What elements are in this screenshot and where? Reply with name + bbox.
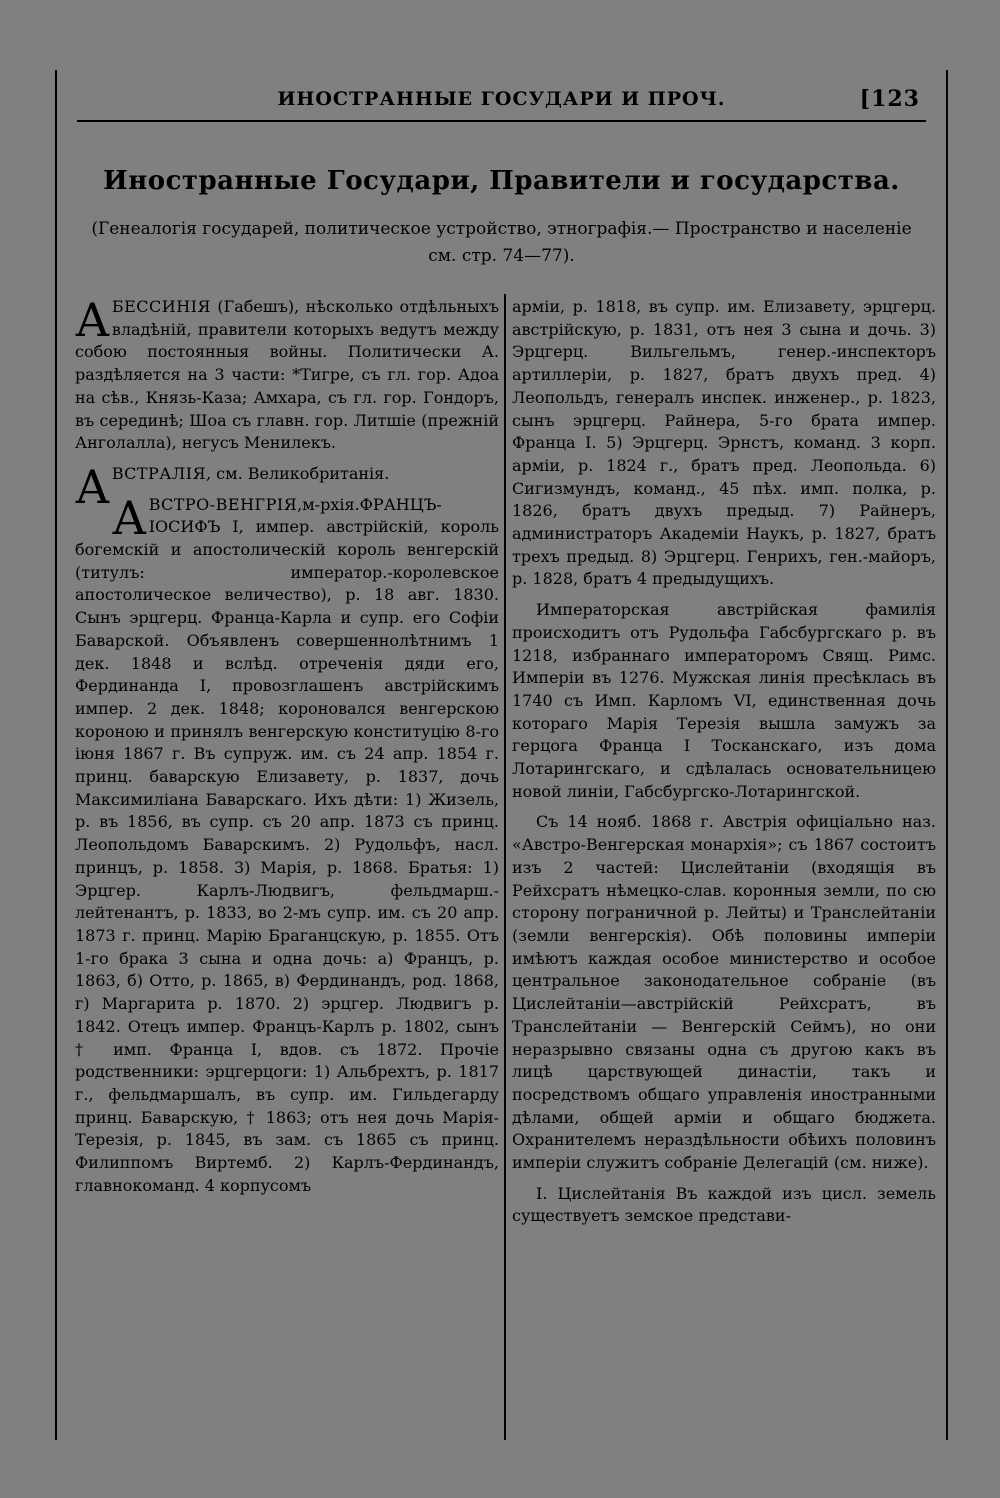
paragraph: I. Цислейтанія Въ каждой изъ цисл. земель существуетъ земское представи-: [512, 1183, 936, 1226]
entry-text: ,м-рхія.ФРАНЦЪ-ІОСИФЪ I, импер. австрійскій, король богемскій и апостолическій король венгерскій (титулъ: император.-королевское апостолическое величество), р. 18 авг. 1830. Сынъ эрцгерц. Франца-Карла и супр. его Софіи Баварской. Объявленъ совершеннолѣтнимъ 1 дек. 1848 и вслѣд. отреченія дяди его, Фердинанда I, провозглашенъ австрійскимъ импер. 2 дек. 1848; короновался венгерскою короною и принялъ венгерскую конституцію 8-го іюня 1867 г. Въ супруж. им. съ 24 апр. 1854 г. принц. баварскую Елизавету, р. 1837, дочь Максимиліана Баварскаго. Ихъ дѣти: 1) Жизель, р. въ 1856, въ супр. съ 20 апр. 1873 съ принц. Леопольдомъ Баварскимъ. 2) Рудольфъ, насл. принцъ, р. 1858. 3) Марія, р. 1868. Братья: 1) Эрцгер. Карлъ-Людвигъ, фельдмарш.-лейтенантъ, р. 1833, во 2-мъ супр. им. съ 20 апр. 1873 г. принц. Марію Браганцскую, р. 1855. Отъ 1-го брака 3 сына и одна дочь: а) Францъ, р. 1863, б) Отто, р. 1865, в) Фердинандъ, род. 1868, г) Маргарита р. 1870. 2) эрцгер. Людвигъ р. 1842. Отецъ импер. Францъ-Карлъ р. 1802, сынъ † имп. Франца I, вдов. съ 1872. Прочіе родственники: эрцгерцоги: 1) Альбрехтъ, р. 1817 г., фельдмаршалъ, въ супр. им. Гильдегарду принц. Баварскую, † 1863; отъ нея дочь Марія-Терезія, р. 1845, въ зам. съ 1865 съ принц. Филиппомъ Виртемб. 2) Карлъ-Фердинандъ, главнокоманд. 4 корпусомъ: [75, 494, 499, 1195]
entry-text: (Габешъ), нѣсколько отдѣльныхъ владѣній, правители которыхъ ведутъ между собою постоянныя войны. Политически А. раздѣляется на 3 части: *Тигре, съ гл. гор. Адоа на сѣв., Князь-Каза; Амхара, съ гл. гор. Гондоръ, въ серединѣ; Шоа съ главн. гор. Литшіе (прежній Анголалла), негусъ Менилекъ.: [75, 297, 499, 453]
section-subtitle: (Генеалогія государей, политическое устройство, этнографія.— Пространство и населеніе см. стр. 74—77).: [91, 219, 912, 266]
drop-cap: А: [75, 459, 110, 514]
drop-cap: А: [111, 490, 147, 545]
entry-head: ВСТРАЛІЯ: [111, 463, 206, 483]
running-title: ИНОСТРАННЫЕ ГОСУДАРИ И ПРОЧ.: [277, 88, 726, 110]
entry-austria-hungary: [75, 490, 499, 1198]
drop-cap: А: [75, 293, 110, 347]
section-title: Иностранные Государи, Правители и государства.: [103, 166, 900, 196]
column-divider: [504, 294, 506, 1440]
entry-abyssinia: [75, 293, 499, 455]
entry-head: ВСТРО-ВЕНГРІЯ: [148, 494, 298, 514]
header-rule: [77, 120, 926, 128]
paragraph: арміи, р. 1818, въ супр. им. Елизавету, эрцгерц. австрійскую, р. 1831, отъ нея 3 сына и дочь. 3) Эрцгерц. Вильгельмъ, генер.-инспекторъ артиллеріи, р. 1827, братъ двухъ пред. 4) Леопольдъ, генералъ инспек. инженер., р. 1823, сынъ эрцгерц. Райнера, 5-го брата импер. Франца I. 5) Эрцгерц. Эрнстъ, команд. 3 корп. арміи, р. 1824 г., братъ пред. Леопольда. 6) Сигизмундъ, команд., 45 пѣх. имп. полка, р. 1826, братъ двухъ предыд. 7) Райнеръ, администраторъ Академіи Наукъ, р. 1827, братъ трехъ предыд. 8) Эрцгерц. Генрихъ, ген.-майоръ, р. 1828, братъ 4 предыдущихъ.: [512, 297, 936, 589]
paragraph: Императорская австрійская фамилія происходитъ отъ Рудольфа Габсбургскаго р. въ 1218, избраннаго императоромъ Свящ. Римс. Имперіи въ 1276. Мужская линія пресѣклась въ 1740 съ Имп. Карломъ VI, единственная дочь котораго Марія Терезія вышла замужъ за герцога Франца I Тосканскаго, изъ дома Лотарингскаго, и сдѣлалась основательницею новой линіи, Габсбургско-Лотарингской.: [512, 600, 936, 801]
paragraph: Съ 14 нояб. 1868 г. Австрія офиціально наз. «Австро-Венгерская монархія»; съ 1867 состоитъ изъ 2 частей: Цислейтаніи (входящія въ Рейхсратъ нѣмецко-слав. коронныя земли, по сю сторону пограничной р. Лейты) и Транслейтаніи (земли венгерскія). Обѣ половины имперіи имѣютъ каждая особое министерство и особое центральное законодательное собраніе (въ Цислейтаніи—австрійскій Рейхсратъ, въ Транслейтаніи — Венгерскій Сеймъ), но они неразрывно связаны одна съ другою какъ въ лицѣ царствующей династіи, такъ и посредствомъ общаго управленія иностранными дѣлами, общей арміи и общаго бюджета. Охранителемъ нераздѣльности обѣихъ половинъ имперіи служитъ собраніе Делегацій (см. ниже).: [512, 812, 936, 1173]
book-page: [55, 70, 948, 1440]
left-column: [75, 293, 499, 1205]
page-number: [123: [859, 86, 920, 112]
page-header: [77, 84, 926, 120]
right-column: [512, 296, 936, 1236]
entry-head: БЕССИНІЯ: [111, 297, 211, 316]
entry-text: , см. Великобританія.: [206, 463, 390, 483]
